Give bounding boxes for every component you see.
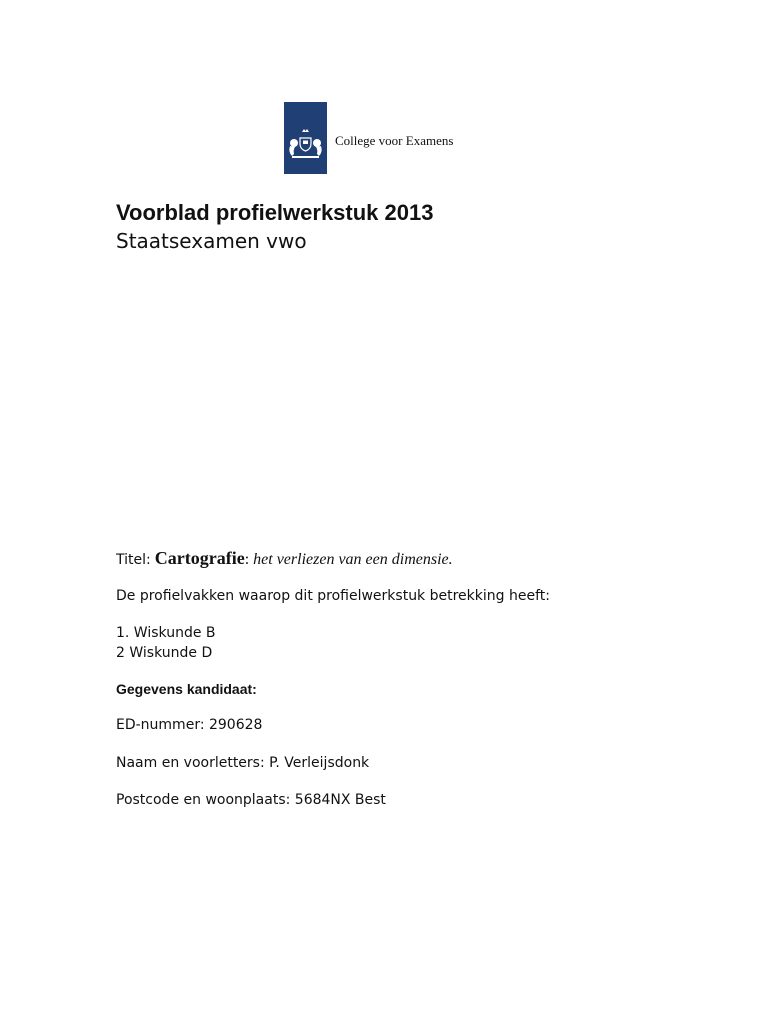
kandidaat-heading: Gegevens kandidaat: [116,681,257,697]
titel-subtitle: het verliezen van een dimensie. [253,551,453,568]
titel-label: Titel [116,552,147,568]
ed-nummer: ED-nummer: 290628 [116,717,263,733]
profielvak-item: 2 Wiskunde D [116,645,213,661]
titel-main: Cartografie [154,548,245,568]
profielvakken-intro: De profielvakken waarop dit profielwerkstuk betrekking heeft: [116,588,550,604]
logo-org-name: College voor Examens [335,133,454,148]
page-title: Voorblad profielwerkstuk 2013 [116,200,434,225]
titel-line [116,548,453,569]
titel-colon: : [244,551,250,568]
titel-separator: : [146,552,151,568]
postcode-woonplaats: Postcode en woonplaats: 5684NX Best [116,792,386,808]
coat-of-arms-icon [284,102,327,174]
profielvak-item: 1. Wiskunde B [116,625,216,641]
page-subtitle: Staatsexamen vwo [116,229,307,253]
naam-voorletters: Naam en voorletters: P. Verleijsdonk [116,755,370,771]
rijksoverheid-logo [284,102,327,174]
